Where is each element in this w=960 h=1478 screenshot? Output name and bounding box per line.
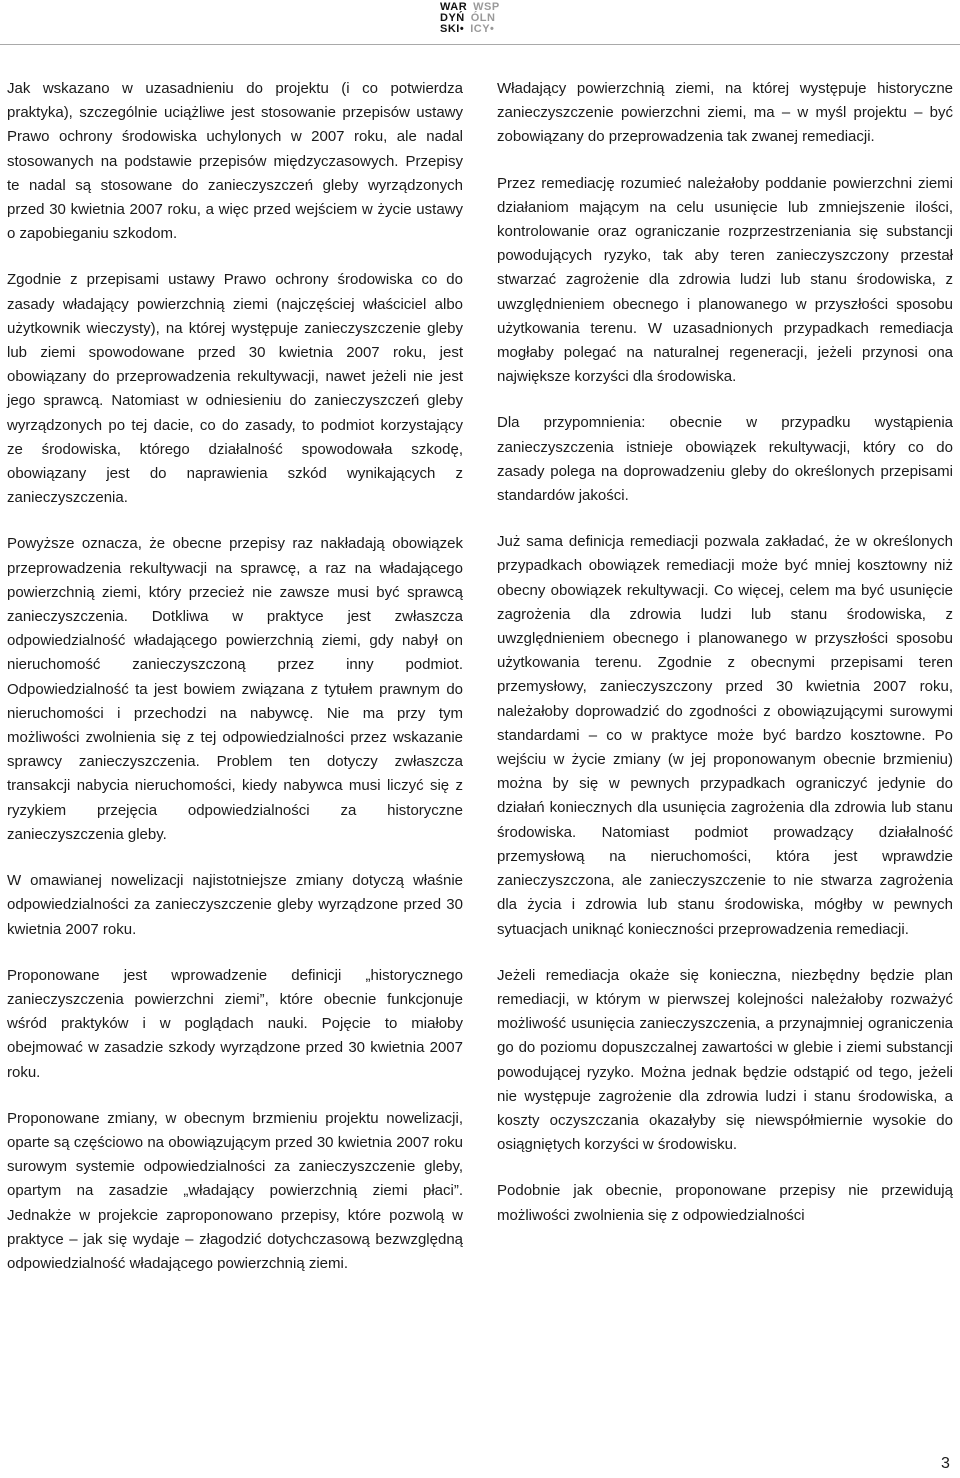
firm-logo <box>440 2 520 35</box>
logo-text: ÓLN <box>470 12 496 24</box>
right-column <box>497 77 953 1250</box>
paragraph: Dla przypomnienia: obecnie w przypadku wystąpienia zanieczyszczenia istnieje obowiązek rekultywacji, który co do zasady polega na doprowadzeniu gleby do określonych przepisami standardów jakości. <box>497 414 953 505</box>
paragraph: Powyższe oznacza, że obecne przepisy raz nakładają obowiązek przeprowadzenia rekultywacji na sprawcę, a raz na władającego powierzchnią ziemi, który przecież nie zawsze musi być sprawcą zanieczyszczenia. Dotkliwa w praktyce jest zwłaszcza odpowiedzialność władającego powierzchnią ziemi, gdy nabył on nieruchomość zanieczyszczoną przez inny podmiot. Odpowiedzialność ta jest bowiem związana z tytułem prawnym do nieruchomości i przechodzi na nabywcę. Nie ma przy tym możliwości zwolnienia się z tej odpowiedzialności przez wskazanie sprawcy zanieczyszczenia. Problem ten dotyczy zwłaszcza transakcji nabycia nieruchomości, kiedy nabywca musi liczyć się z ryzykiem przejęcia odpowiedzialności za historyczne zanieczyszczenia gleby. <box>7 535 463 843</box>
header-divider <box>0 44 960 45</box>
page-number: 3 <box>941 1455 950 1472</box>
logo-text: SKI• <box>440 23 465 35</box>
paragraph: Jak wskazano w uzasadnieniu do projektu (i co potwierdza praktyka), szczególnie uciążliwe jest stosowanie przepisów ustawy Prawo ochrony środowiska uchylonych w 2007 roku, ale nadal stosowanych na podstawie przepisów międzyczasowych. Przepisy te nadal są stosowane do zanieczyszczeń gleby wyrządzonych przed 30 kwietnia 2007 roku, a więc przed wejściem w życie ustawy o zapobieganiu szkodom. <box>7 80 463 243</box>
logo-text: DYŃ <box>440 12 465 24</box>
paragraph: Zgodnie z przepisami ustawy Prawo ochrony środowiska co do zasady władający powierzchnią ziemi (najczęściej właściciel albo użytkownik wieczysty), na której występuje zanieczyszczenie gleby lub ziemi spowodowane przed 30 kwietnia 2007 roku, jest obowiązany do przeprowadzenia rekultywacji, nawet jeżeli nie jest jego sprawcą. Natomiast w odniesieniu do zanieczyszczeń gleby wyrządzonych po tej dacie, co do zasady, to podmiot korzystający ze środowiska, którego działalność spowodowała szkodę, obowiązany jest do naprawienia szkód wynikających z zanieczyszczenia. <box>7 271 463 507</box>
logo-text: ICY• <box>470 23 495 35</box>
paragraph: Już sama definicja remediacji pozwala zakładać, że w określonych przypadkach obowiązek remediacji może być mniej kosztowny niż obecny obowiązek rekultywacji. Co więcej, celem ma być usunięcie zagrożenia dla zdrowia ludzi lub stanu środowiska, z uwzględnieniem obecnego i planowanego w przyszłości sposobu użytkowania terenu. Zgodnie z obecnymi przepisami teren przemysłowy, zanieczyszczony przed 30 kwietnia 2007 roku, należałoby doprowadzić do zgodności z obowiązującymi surowymi standardami – co w praktyce może być bardzo kosztowne. Po wejściu w życie zmiany (w jej proponowanym obecnie brzmieniu) można by się w pewnych przypadkach ograniczyć jedynie do działań koniecznych dla usunięcia zagrożenia dla zdrowia lub stanu środowiska. Natomiast podmiot prowadzący działalność przemysłową na nieruchomości, która jest wprawdzie zanieczyszczona, ale zanieczyszczenie to nie stwarza zagrożenia dla życia i zdrowia lub stanu środowiska, mógłby w pewnych sytuacjach uniknąć konieczności przeprowadzenia remediacji. <box>497 533 953 938</box>
paragraph: Podobnie jak obecnie, proponowane przepisy nie przewidują możliwości zwolnienia się z odpowiedzialności <box>497 1182 953 1224</box>
paragraph: Władający powierzchnią ziemi, na której występuje historyczne zanieczyszczenie powierzchni ziemi, ma – w myśl projektu – być zobowiązany do przeprowadzenia tak zwanej remediacji. <box>497 80 953 146</box>
paragraph: W omawianej nowelizacji najistotniejsze zmiany dotyczą właśnie odpowiedzialności za zanieczyszczenie gleby wyrządzone przed 30 kwietnia 2007 roku. <box>7 872 463 938</box>
paragraph: Proponowane jest wprowadzenie definicji „historycznego zanieczyszczenia powierzchni ziemi”, które obecnie funkcjonuje wśród praktyków i w poglądach nauki. Pojęcie to miałoby obejmować w zasadzie szkody wyrządzone przed 30 kwietnia 2007 roku. <box>7 966 463 1081</box>
logo-text: WSP <box>473 1 500 13</box>
paragraph: Proponowane zmiany, w obecnym brzmieniu projektu nowelizacji, oparte są częściowo na obowiązującym przed 30 kwietnia 2007 roku surowym systemie odpowiedzialności za zanieczyszczenie gleby, opartym na zasadzie „władający powierzchnią ziemi płaci”. Jednakże w projekcie zaproponowano przepisy, które pozwolą w praktyce – jak się wydaje – złagodzić dotychczasową bezwzględną odpowiedzialność władającego powierzchnią ziemi. <box>7 1109 463 1272</box>
left-column <box>7 77 463 1298</box>
paragraph: Przez remediację rozumieć należałoby poddanie powierzchni ziemi działaniom mającym na celu usunięcie lub zmniejszenie ilości, kontrolowanie oraz ograniczanie rozprzestrzeniania się substancji powodujących ryzyko, tak aby teren zanieczyszczony przestał stwarzać zagrożenie dla zdrowia ludzi lub stanu środowiska, z uwzględnieniem obecnego i planowanego w przyszłości sposobu użytkowania terenu. W uzasadnionych przypadkach remediacja mogłaby polegać na naturalnej regeneracji, jeżeli przynosi ona największe korzyści dla środowiska. <box>497 174 953 386</box>
paragraph: Jeżeli remediacja okaże się konieczna, niezbędny będzie plan remediacji, w którym w pierwszej kolejności należałoby rozważyć możliwość usunięcia zanieczyszczenia, a przynajmniej ograniczenia go do poziomu dopuszczalnej zawartości w glebie i ziemi substancji powodującej ryzyko. Można jednak będzie odstąpić od tego, jeżeli nie występuje zagrożenie dla zdrowia ludzi i stanu środowiska, a koszty oczyszczania okazałyby się niewspółmiernie wysokie do osiągniętych korzyści w środowisku. <box>497 966 953 1154</box>
logo-text: WAR <box>440 1 468 13</box>
